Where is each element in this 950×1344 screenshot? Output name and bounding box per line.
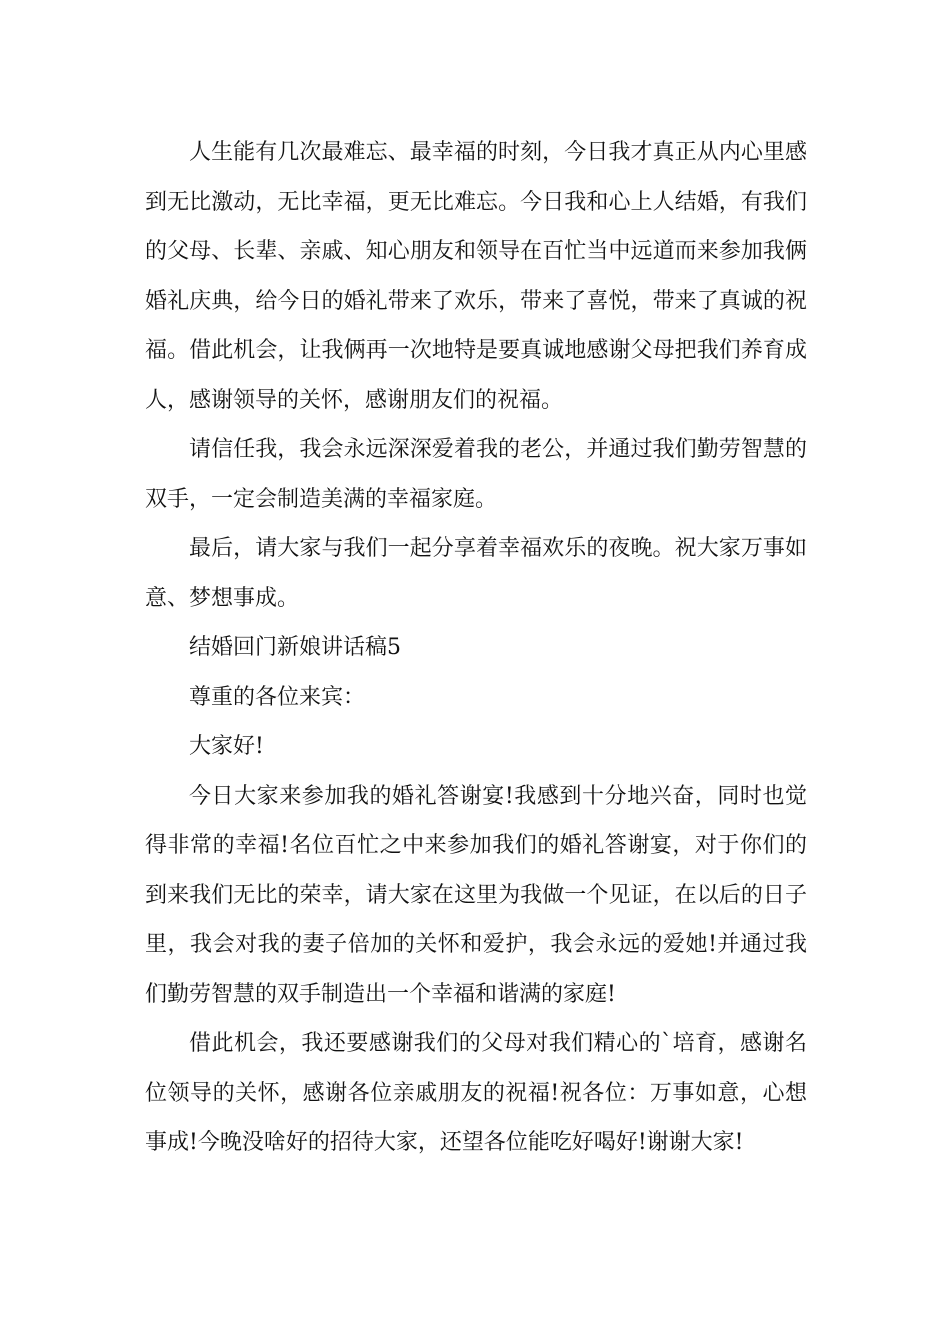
paragraph-final-thanks: 借此机会，我还要感谢我们的父母对我们精心的`培育，感谢名位领导的关怀，感谢各位亲戚朋友的祝福!祝各位：万事如意，心想事成!今晚没啥好的招待大家，还望各位能吃好喝好!谢谢大家! [145,1031,807,1155]
salutation: 尊重的各位来宾： [189,684,366,710]
greeting: 大家好! [189,734,264,759]
section-title: 结婚回门新娘讲话稿5 [189,635,401,660]
paragraph-wedding-gratitude: 人生能有几次最难忘、最幸福的时刻，今日我才真正从内心里感到无比激动，无比幸福，更无比难忘。今日我和心上人结婚，有我们的父母、长辈、亲戚、知心朋友和领导在百忙当中远道而来参加我俩婚礼庆典，给今日的婚礼带来了欢乐，带来了喜悦，带来了真诚的祝福。借此机会，让我俩再一次地特是要真诚地感谢父母把我们养育成人，感谢领导的关怀，感谢朋友们的祝福。 [145,140,807,413]
paragraph-banquet-thanks: 今日大家来参加我的婚礼答谢宴!我感到十分地兴奋，同时也觉得非常的幸福!名位百忙之中来参加我们的婚礼答谢宴，对于你们的到来我们无比的荣幸，请大家在这里为我做一个见证，在以后的日子里，我会对我的妻子倍加的关怀和爱护，我会永远的爱她!并通过我们勤劳智慧的双手制造出一个幸福和谐满的家庭! [145,783,807,1007]
paragraph-closing-wish: 最后，请大家与我们一起分享着幸福欢乐的夜晚。祝大家万事如意、梦想事成。 [145,536,807,611]
document-body [145,128,807,1168]
paragraph-trust-promise: 请信任我，我会永远深深爱着我的老公，并通过我们勤劳智慧的双手，一定会制造美满的幸福家庭。 [145,437,807,512]
